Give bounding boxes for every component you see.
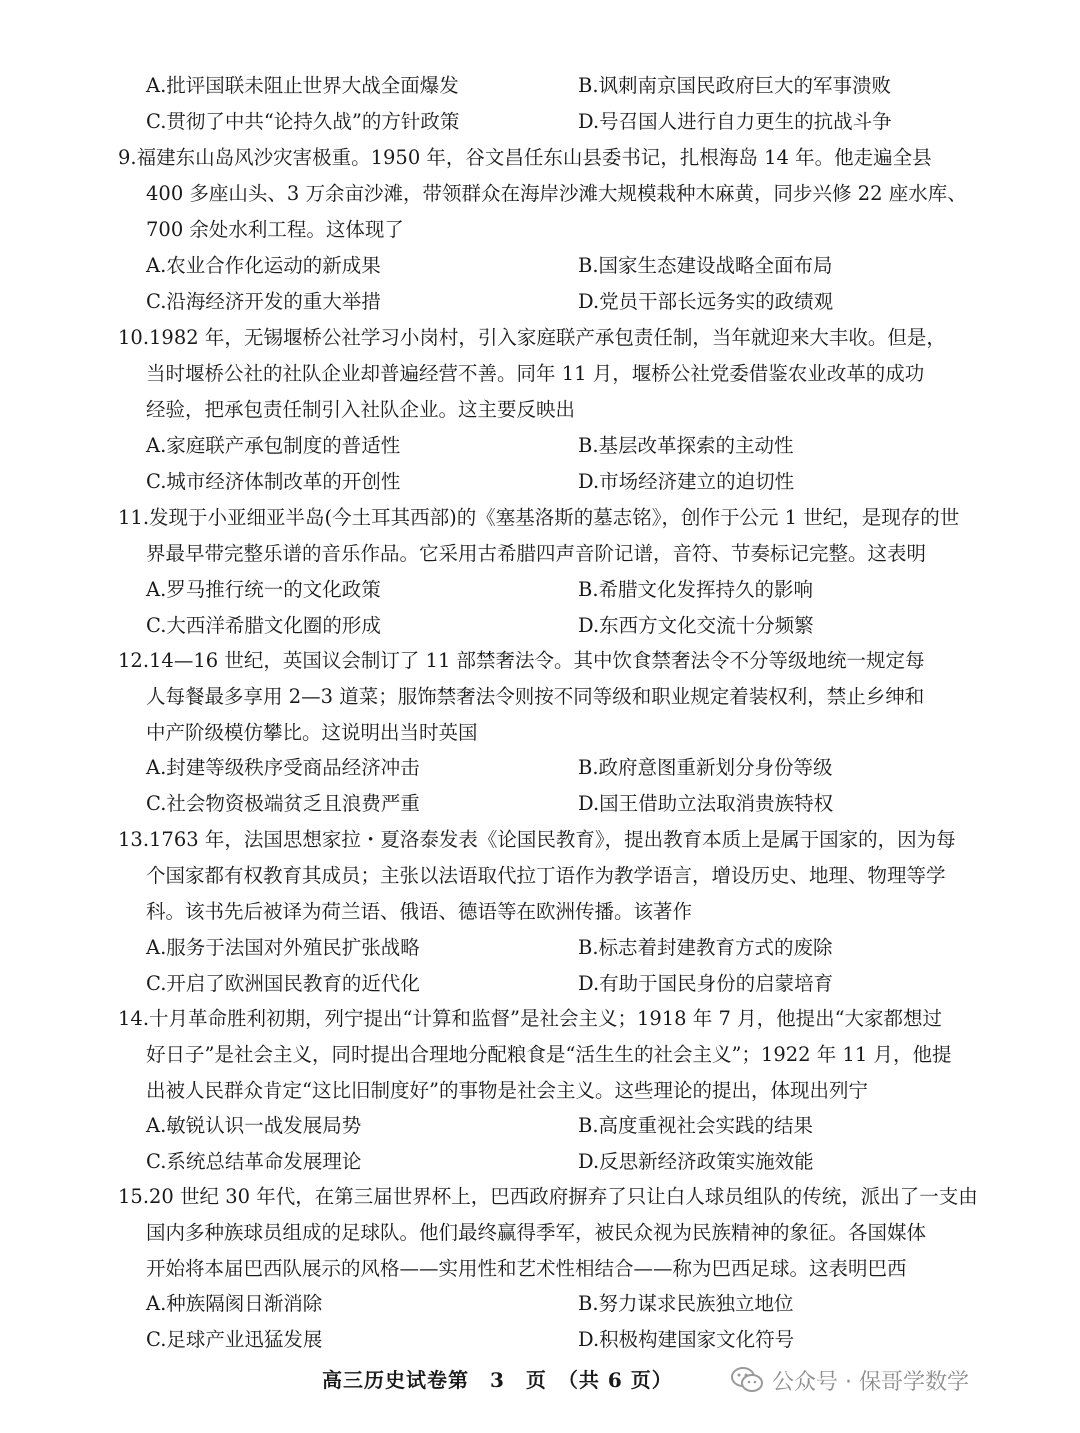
q9-options <box>146 248 1006 320</box>
q8-option-d: D.号召国人进行自力更生的抗战斗争 <box>578 110 892 133</box>
q10-options <box>146 428 1006 500</box>
q9-option-c: C.沿海经济开发的重大举措 <box>146 290 381 313</box>
q12-stem-line: 人每餐最多享用 2—3 道菜；服饰禁奢法令则按不同等级和职业规定着装权利，禁止乡绅和 <box>146 685 925 708</box>
q15-options <box>146 1286 1006 1358</box>
q10-stem-line: 10.1982 年，无锡堰桥公社学习小岗村，引入家庭联产承包责任制，当年就迎来大丰收。但是， <box>118 326 946 349</box>
q11-stem-line: 11.发现于小亚细亚半岛(今土耳其西部)的《塞基洛斯的墓志铭》，创作于公元 1 世纪，是现存的世 <box>118 506 960 529</box>
page-number-label: 高三历史试卷第 3 页 （共 6 页） <box>322 1368 673 1392</box>
q11-option-c: C.大西洋希腊文化圈的形成 <box>146 614 381 637</box>
q15-option-d: D.积极构建国家文化符号 <box>578 1328 795 1351</box>
q12-option-b: B.政府意图重新划分身份等级 <box>578 756 833 779</box>
watermark-text: 公众号 · 保哥学数学 <box>772 1369 969 1395</box>
q13-option-d: D.有助于国民身份的启蒙培育 <box>578 972 834 995</box>
question-12 <box>118 643 998 751</box>
q10-option-a: A.家庭联产承包制度的普适性 <box>146 434 401 457</box>
page-footer <box>0 1358 1080 1402</box>
q10-option-c: C.城市经济体制改革的开创性 <box>146 470 401 493</box>
q12-stem-line: 中产阶级模仿攀比。这说明出当时英国 <box>146 721 478 744</box>
q8-option-a: A.批评国联未阻止世界大战全面爆发 <box>146 74 459 97</box>
q8-options <box>146 68 1006 140</box>
question-9 <box>118 140 998 248</box>
q10-stem-line: 经验，把承包责任制引入社队企业。这主要反映出 <box>146 398 576 421</box>
question-13 <box>118 822 998 930</box>
q12-stem-line: 12.14—16 世纪，英国议会制订了 11 部禁奢法令。其中饮食禁奢法令不分等级地统一规定每 <box>118 649 925 672</box>
q13-stem-line: 科。该书先后被译为荷兰语、俄语、德语等在欧洲传播。该著作 <box>146 900 693 923</box>
q13-stem-line: 个国家都有权教育其成员；主张以法语取代拉丁语作为教学语言，增设历史、地理、物理等学 <box>146 864 946 887</box>
q14-option-b: B.高度重视社会实践的结果 <box>578 1114 814 1137</box>
q13-stem-line: 13.1763 年，法国思想家拉・夏洛泰发表《论国民教育》，提出教育本质上是属于国家的，因为每 <box>118 828 956 851</box>
q11-stem-line: 界最早带完整乐谱的音乐作品。它采用古希腊四声音阶记谱，音符、节奏标记完整。这表明 <box>146 542 927 565</box>
q9-stem-line: 700 余处水利工程。这体现了 <box>146 218 404 241</box>
question-11 <box>118 500 998 572</box>
q14-stem-line: 出被人民群众肯定“这比旧制度好”的事物是社会主义。这些理论的提出，体现出列宁 <box>146 1079 868 1102</box>
q9-stem-line: 400 多座山头、3 万余亩沙滩，带领群众在海岸沙滩大规模栽种木麻黄，同步兴修 22 座水库、 <box>146 182 967 205</box>
q15-stem-line: 15.20 世纪 30 年代，在第三届世界杯上，巴西政府摒弃了只让白人球员组队的传统，派出了一支由 <box>118 1185 978 1208</box>
q13-options <box>146 930 1006 1002</box>
q11-options <box>146 572 1006 644</box>
q13-option-c: C.开启了欧洲国民教育的近代化 <box>146 972 420 995</box>
q15-stem-line: 开始将本届巴西队展示的风格——实用性和艺术性相结合——称为巴西足球。这表明巴西 <box>146 1257 907 1280</box>
q14-stem-line: 14.十月革命胜利初期，列宁提出“计算和监督”是社会主义；1918 年 7 月，他提出“大家都想过 <box>118 1007 943 1030</box>
q11-option-d: D.东西方文化交流十分频繁 <box>578 614 814 637</box>
q10-stem-line: 当时堰桥公社的社队企业却普遍经营不善。同年 11 月，堰桥公社党委借鉴农业改革的成功 <box>146 362 925 385</box>
q9-stem-line: 9.福建东山岛风沙灾害极重。1950 年，谷文昌任东山县委书记，扎根海岛 14 年。他走遍全县 <box>118 146 932 169</box>
watermark <box>730 1362 969 1398</box>
q14-options <box>146 1108 1006 1180</box>
q10-option-d: D.市场经济建立的迫切性 <box>578 470 795 493</box>
q14-option-a: A.敏锐认识一战发展局势 <box>146 1114 362 1137</box>
q15-option-a: A.种族隔阂日渐消除 <box>146 1292 323 1315</box>
q11-option-b: B.希腊文化发挥持久的影响 <box>578 578 814 601</box>
q15-option-c: C.足球产业迅猛发展 <box>146 1328 323 1351</box>
question-15 <box>118 1179 998 1287</box>
q13-option-b: B.标志着封建教育方式的废除 <box>578 936 833 959</box>
q15-option-b: B.努力谋求民族独立地位 <box>578 1292 794 1315</box>
q12-option-c: C.社会物资极端贫乏且浪费严重 <box>146 792 420 815</box>
q8-option-c: C.贯彻了中共“论持久战”的方针政策 <box>146 110 460 133</box>
q12-option-a: A.封建等级秩序受商品经济冲击 <box>146 756 420 779</box>
question-14 <box>118 1001 998 1109</box>
q9-option-a: A.农业合作化运动的新成果 <box>146 254 381 277</box>
q12-option-d: D.国王借助立法取消贵族特权 <box>578 792 834 815</box>
question-10 <box>118 320 998 428</box>
q15-stem-line: 国内多种族球员组成的足球队。他们最终赢得季军，被民众视为民族精神的象征。各国媒体 <box>146 1221 927 1244</box>
q9-option-d: D.党员干部长远务实的政绩观 <box>578 290 834 313</box>
q9-option-b: B.国家生态建设战略全面布局 <box>578 254 833 277</box>
q14-option-d: D.反思新经济政策实施效能 <box>578 1150 814 1173</box>
q13-option-a: A.服务于法国对外殖民扩张战略 <box>146 936 420 959</box>
wechat-icon <box>730 1366 764 1394</box>
q12-options <box>146 750 1006 822</box>
q11-option-a: A.罗马推行统一的文化政策 <box>146 578 381 601</box>
q14-option-c: C.系统总结革命发展理论 <box>146 1150 362 1173</box>
q14-stem-line: 好日子”是社会主义，同时提出合理地分配粮食是“活生生的社会主义”；1922 年 11 月，他提 <box>146 1043 952 1066</box>
q10-option-b: B.基层改革探索的主动性 <box>578 434 794 457</box>
q8-option-b: B.讽刺南京国民政府巨大的军事溃败 <box>578 74 892 97</box>
